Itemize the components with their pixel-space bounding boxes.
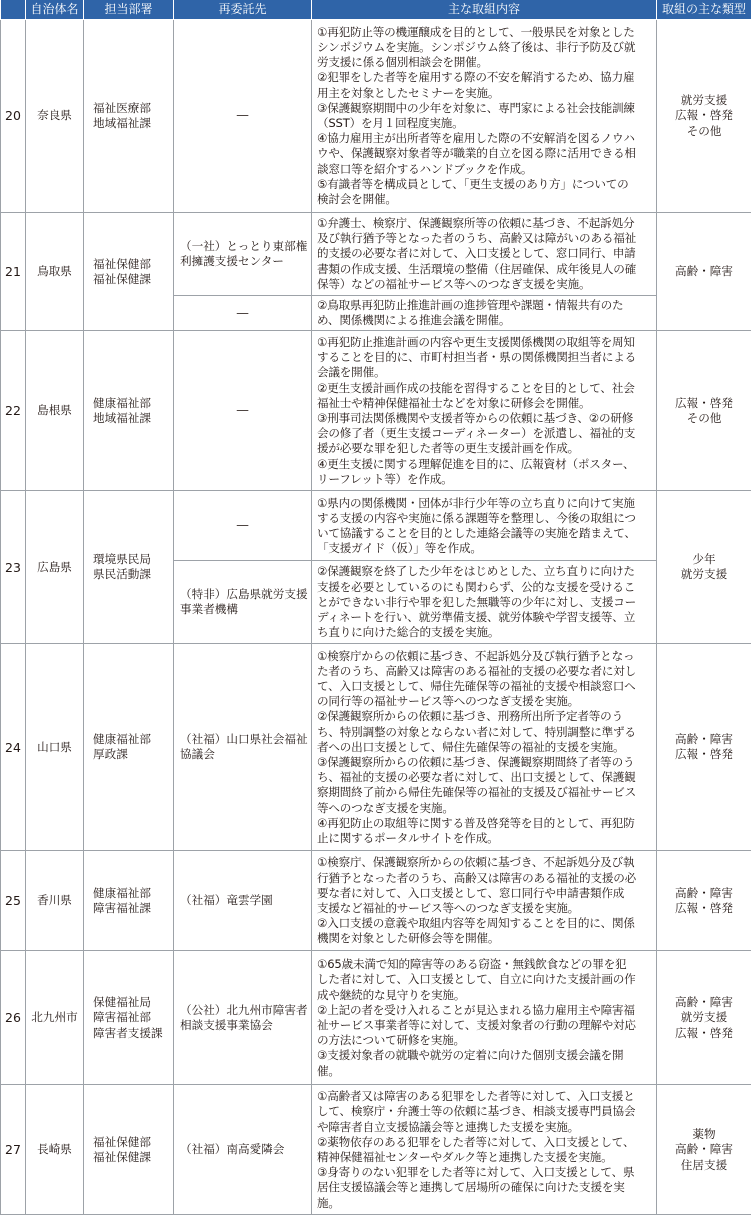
type-cell-line: 広報・啓発 [661,747,747,762]
subcontractor-cell-line: 事業者機構 [180,602,307,617]
content-cell-line: ②上記の者を受け入れることが見込まれる協力雇用主や障害福 [317,1003,652,1018]
municipality-cell: 鳥取県 [26,213,84,331]
content-cell-line: 労支援に係る個別相談会を開催。 [317,55,652,70]
type-cell-line: 就労支援 [661,567,747,582]
subcontractor-cell-line: 協議会 [180,747,307,762]
subcontractor-cell-line: （公社）北九州市障害者 [180,1003,307,1018]
subcontractor-cell [174,1085,312,1215]
type-cell-line: その他 [661,124,747,139]
content-cell-line: ディネートを行い、就労準備支援、就労体験や学習支援等、立 [317,610,652,625]
department-cell-line: 保健福祉局 [93,995,169,1010]
content-cell-line: とができない非行や罪を犯した無職等の少年に対し、支援コー [317,595,652,610]
department-cell-line: 健康福祉部 [93,886,169,901]
subcontractor-cell-line: 利擁護支援センター [180,254,307,269]
row-number: 21 [1,213,26,331]
type-cell [657,213,751,331]
content-cell-line: いて協議することを目的とした連絡会議等の実施を踏まえて、 [317,526,652,541]
department-cell-line: 障害福祉課 [93,901,169,916]
type-cell [657,644,751,851]
table-row [1,20,751,213]
subcontractor-cell-line: （特非）広島県就労支援 [180,587,307,602]
table-row [1,1085,751,1215]
content-cell-line: 支援など福祉的サービス等へのつなぎ支援を実施。 [317,901,652,916]
type-cell [657,20,751,213]
header-type: 取組の主な類型 [657,0,751,20]
department-cell-line: 福祉保健課 [93,272,169,287]
content-cell [312,213,657,296]
content-cell-line: 会議を開催。 [317,365,652,380]
subcontractor-cell [174,296,312,331]
content-cell-line: ②保護観察所からの依頼に基づき、刑務所出所予定者等のう [317,709,652,724]
table-row [1,951,751,1085]
content-cell-line: ち、特別調整の対象とならない者に対して、特別調整に準ずる [317,725,652,740]
content-cell-line: 等へのつなぎ支援を実施。 [317,801,652,816]
content-cell-line: 検討会を開催。 [317,192,652,207]
subcontractor-cell [174,951,312,1085]
department-cell [84,1085,174,1215]
content-cell [312,951,657,1085]
content-cell-line: ③身寄りのない犯罪をした者等に対して、入口支援として、県 [317,1165,652,1180]
subcontractor-cell-line: （社福）山口県社会福祉 [180,732,307,747]
type-cell [657,331,751,491]
content-cell-line: 「支援ガイド（仮）」等を作成。 [317,541,652,556]
subcontractor-cell [174,561,312,644]
row-number: 25 [1,851,26,951]
subcontractor-cell [174,644,312,851]
department-cell-line: 健康福祉部 [93,396,169,411]
table-row [1,331,751,491]
subcontractor-cell [174,331,312,491]
type-cell-line: 高齢・障害 [661,732,747,747]
content-cell-line: ②薬物依存のある犯罪をした者等に対して、入口支援として、 [317,1135,652,1150]
content-cell-line: 止に関するポータルサイトを作成。 [317,831,652,846]
department-cell-line: 障害福祉部 [93,1010,169,1025]
content-cell-line: ①検察庁からの依頼に基づき、不起訴処分及び執行猶予となっ [317,649,652,664]
department-cell [84,331,174,491]
subcontractor-cell-line: （社福）竜雲学園 [180,893,307,908]
department-cell [84,644,174,851]
row-number: 23 [1,491,26,644]
content-cell-line: 行猶予となった者のうち、高齢又は障害のある福祉的支援の必 [317,871,652,886]
subcontractor-cell-line: （社福）南高愛隣会 [180,1142,307,1157]
content-cell-line: 保等）などの福祉サービス等へのつなぎ支援を実施。 [317,277,652,292]
department-cell-line: 福祉保健課 [93,1150,169,1165]
content-cell [312,331,657,491]
content-cell-line: ⑤有識者等を構成員として、「更生支援のあり方」についての [317,177,652,192]
content-cell [312,561,657,644]
content-cell-line: 的支援の必要な者に対して、入口支援として、窓口同行、申請 [317,246,652,261]
content-cell-line: （SST）を月１回程度実施。 [317,116,652,131]
department-cell [84,213,174,331]
type-cell-line: 広報・啓発 [661,901,747,916]
header-content: 主な取組内容 [312,0,657,20]
department-cell-line: 福祉医療部 [93,101,169,116]
content-cell-line: 祉サービス事業者等に対して、支援対象者の行動の理解や対応 [317,1018,652,1033]
table-row [1,491,751,561]
content-cell-line: ②犯罪をした者等を雇用する際の不安を解消するため、協力雇 [317,70,652,85]
content-cell-line: て、入口支援として、帰住先確保等の福祉的支援や相談窓口へ [317,679,652,694]
type-cell-line: 高齢・障害 [661,995,747,1010]
content-cell-line: ②入口支援の意義や取組内容等を周知することを目的に、関係 [317,916,652,931]
content-cell-line: ③保護観察所からの依頼に基づき、保護観察期間終了者等のう [317,755,652,770]
content-cell-line: の方法について研修を実施。 [317,1033,652,1048]
content-cell-line: や障害者自立支援協議会等と連携した支援を実施。 [317,1120,652,1135]
content-cell-line: ②鳥取県再犯防止推進計画の進捗管理や課題・情報共有のた [317,298,652,313]
municipality-cell: 島根県 [26,331,84,491]
content-cell-line: ③支援対象者の就職や就労の定着に向けた個別支援会議を開 [317,1048,652,1063]
content-cell-line: ち、福祉的支援の必要な者に対して、出口支援として、保護観 [317,770,652,785]
content-cell-line: ③保護観察期間中の少年を対象に、専門家による社会技能訓練 [317,101,652,116]
municipality-cell: 香川県 [26,851,84,951]
department-cell-line: 環境県民局 [93,552,169,567]
type-cell-line: 広報・啓発 [661,396,747,411]
municipality-cell: 広島県 [26,491,84,644]
content-cell-line: 察期間終了前から帰住先確保等の福祉的支援及び福祉サービス [317,785,652,800]
type-cell-line: 住居支援 [661,1158,747,1173]
municipality-cell: 山口県 [26,644,84,851]
header-row [1,0,751,20]
content-cell [312,644,657,851]
municipality-cell: 長崎県 [26,1085,84,1215]
content-cell-line: の同行等の福祉サービス等へのつなぎ支援を実施。 [317,694,652,709]
subcontractor-cell-line: ― [178,518,307,533]
content-cell-line: め、関係機関による推進会議を開催。 [317,313,652,328]
content-cell-line: 精神保健福祉センターやダルク等と連携した支援を実施。 [317,1150,652,1165]
department-cell-line: 福祉保健部 [93,257,169,272]
type-cell-line: 広報・啓発 [661,108,747,123]
content-cell-line: 支援を必要としているのにも関わらず、公的な支援を受けるこ [317,580,652,595]
content-cell-line: 催。 [317,1064,652,1079]
content-cell-line: 居住支援協議会等と連携して居場所の確保に向けた支援を実 [317,1180,652,1195]
department-cell-line: 県民活動課 [93,567,169,582]
content-cell [312,296,657,331]
type-cell-line: 就労支援 [661,1010,747,1025]
subcontractor-cell-line: 相談支援事業協会 [180,1018,307,1033]
subcontractor-cell-line: ― [178,108,307,123]
content-cell-line: 機関を対象とした研修会等を開催。 [317,931,652,946]
type-cell-line: 高齢・障害 [661,1142,747,1157]
header-municipality: 自治体名 [26,0,84,20]
content-cell-line: 談窓口等を紹介するハンドブックを作成。 [317,162,652,177]
row-number: 27 [1,1085,26,1215]
type-cell [657,851,751,951]
content-cell-line: した者に対して、入口支援として、自立に向けた支援計画の作 [317,972,652,987]
content-cell-line: 及び執行猶予等となった者のうち、高齢又は障がいのある福祉 [317,231,652,246]
department-cell-line: 健康福祉部 [93,732,169,747]
content-cell-line: 書類の作成支援、生活環境の整備（住居確保、成年後見人の確 [317,262,652,277]
content-cell-line: 用主を対象としたセミナーを実施。 [317,86,652,101]
content-cell-line: ウや、保護観察対象者等が職業的自立を図る際に活用できる相 [317,146,652,161]
content-cell-line: ④更生支援に関する理解促進を目的に、広報資材（ポスター、 [317,457,652,472]
content-cell [312,20,657,213]
content-cell-line: して、検察庁・弁護士等の依頼に基づき、相談支援専門員協会 [317,1104,652,1119]
content-cell-line: ①高齢者又は障害のある犯罪をした者等に対して、入口支援と [317,1089,652,1104]
content-cell-line: ③刑事司法関係機関や支援者等からの依頼に基づき、②の研修 [317,411,652,426]
department-cell-line: 福祉保健部 [93,1135,169,1150]
content-cell-line: ①再犯防止等の機運醸成を目的として、一般県民を対象とした [317,25,652,40]
content-cell-line: ①65歳未満で知的障害等のある窃盗・無銭飲食などの罪を犯 [317,957,652,972]
subcontractor-cell [174,213,312,296]
content-cell-line: リーフレット等）を作成。 [317,472,652,487]
department-cell [84,951,174,1085]
table-row [1,213,751,296]
content-cell-line: ①弁護士、検察庁、保護観察所等の依頼に基づき、不起訴処分 [317,216,652,231]
type-cell-line: 高齢・障害 [661,264,747,279]
row-number: 26 [1,951,26,1085]
content-cell-line: ①検察庁、保護観察所からの依頼に基づき、不起訴処分及び執 [317,855,652,870]
subcontractor-cell [174,851,312,951]
type-cell-line: 広報・啓発 [661,1026,747,1041]
header-no [1,0,26,20]
content-cell-line: ち直りに向けた総合的支援を実施。 [317,625,652,640]
subcontractor-cell [174,20,312,213]
department-cell-line: 地域福祉課 [93,411,169,426]
municipality-cell: 奈良県 [26,20,84,213]
content-cell-line: シンポジウムを実施。シンポジウム終了後は、非行予防及び就 [317,40,652,55]
department-cell-line: 障害者支援課 [93,1026,169,1041]
content-cell-line: 施。 [317,1196,652,1211]
content-cell-line: することを目的に、市町村担当者・県の関係機関担当者による [317,350,652,365]
content-cell-line: ①県内の関係機関・団体が非行少年等の立ち直りに向けて実施 [317,496,652,511]
table-row [1,644,751,851]
content-cell-line: 要な者に対して、入口支援として、窓口同行や申請書類作成 [317,886,652,901]
subcontractor-cell-line: ― [178,306,307,321]
content-cell-line: た者のうち、高齢又は障害のある福祉的支援の必要な者に対し [317,664,652,679]
content-cell [312,851,657,951]
type-cell [657,951,751,1085]
type-cell-line: その他 [661,411,747,426]
content-cell-line: ①再犯防止推進計画の内容や更生支援関係機関の取組等を周知 [317,335,652,350]
content-cell-line: 会の修了者（更生支援コーディネーター）を派遣し、福祉的支 [317,426,652,441]
content-cell-line: 援が必要な罪を犯した者等の更生支援計画を作成。 [317,441,652,456]
type-cell-line: 少年 [661,552,747,567]
table-row [1,851,751,951]
department-cell [84,491,174,644]
content-cell-line: する支援の内容や実施に係る課題等を整理し、今後の取組につ [317,511,652,526]
content-cell [312,1085,657,1215]
header-department: 担当部署 [84,0,174,20]
type-cell [657,1085,751,1215]
municipality-cell: 北九州市 [26,951,84,1085]
content-cell-line: 福祉士や精神保健福祉士などを対象に研修会を開催。 [317,396,652,411]
subcontractor-cell-line: ― [178,403,307,418]
content-cell [312,491,657,561]
content-cell-line: ②保護観察を終了した少年をはじめとした、立ち直りに向けた [317,564,652,579]
department-cell-line: 地域福祉課 [93,116,169,131]
subcontractor-cell-line: （一社）とっとり東部権 [180,239,307,254]
content-cell-line: 者への出口支援として、帰住先確保等の福祉的支援を実施。 [317,740,652,755]
content-cell-line: ②更生支援計画作成の技能を習得することを目的として、社会 [317,381,652,396]
department-cell [84,851,174,951]
content-cell-line: 成や継続的な見守りを実施。 [317,988,652,1003]
type-cell-line: 高齢・障害 [661,886,747,901]
subcontractor-cell [174,491,312,561]
type-cell [657,491,751,644]
row-number: 22 [1,331,26,491]
row-number: 24 [1,644,26,851]
table-body [1,20,751,1215]
content-cell-line: ④協力雇用主が出所者等を雇用した際の不安解消を図るノウハ [317,131,652,146]
type-cell-line: 就労支援 [661,93,747,108]
type-cell-line: 薬物 [661,1127,747,1142]
header-subcontractor: 再委託先 [174,0,312,20]
department-cell [84,20,174,213]
row-number: 20 [1,20,26,213]
content-cell-line: ④再犯防止の取組等に関する普及啓発等を目的として、再犯防 [317,816,652,831]
department-cell-line: 厚政課 [93,747,169,762]
